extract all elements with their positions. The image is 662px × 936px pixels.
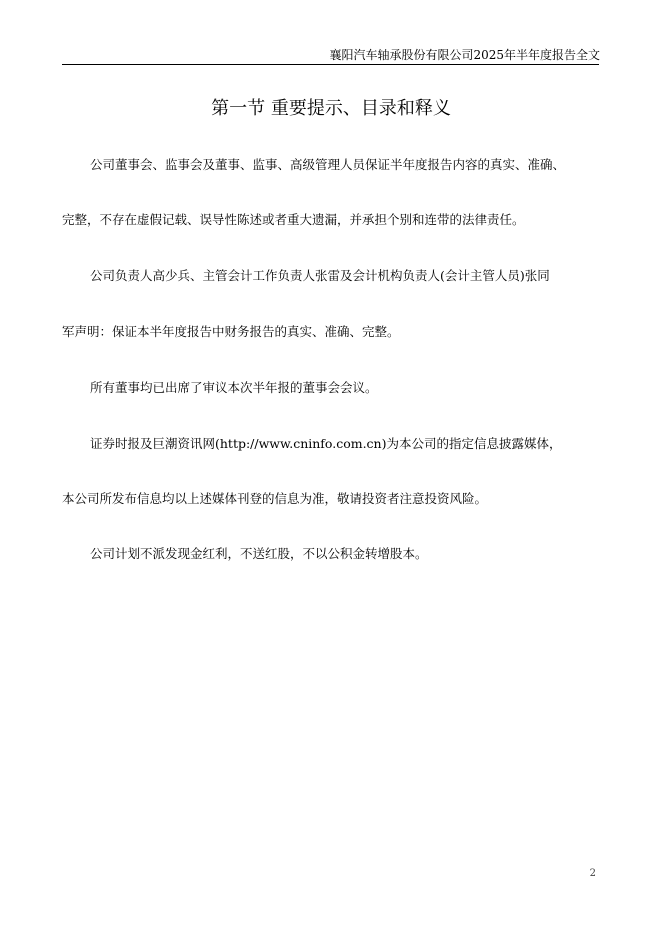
paragraph-4-line-2: 本公司所发布信息均以上述媒体刊登的信息为准，敬请投资者注意投资风险。 [62,491,488,506]
page-number: 2 [589,868,596,879]
section-title: 第一节 重要提示、目录和释义 [211,98,451,119]
paragraph-1-line-2: 完整，不存在虚假记载、误导性陈述或者重大遗漏，并承担个别和连带的法律责任。 [62,212,525,227]
paragraph-2-line-1: 公司负责人高少兵、主管会计工作负责人张雷及会计机构负责人(会计主管人员)张同 [90,268,550,283]
header-divider [62,64,599,65]
running-header: 襄阳汽车轴承股份有限公司2025年半年度报告全文 [329,48,600,62]
paragraph-5-line-1: 公司计划不派发现金红利，不送红股，不以公积金转增股本。 [90,546,428,561]
paragraph-4-line-1: 证券时报及巨潮资讯网(http://www.cninfo.com.cn)为本公司的指定信息披露媒体， [90,436,562,451]
paragraph-2-line-2: 军声明：保证本半年度报告中财务报告的真实、准确、完整。 [62,324,400,339]
paragraph-3-line-1: 所有董事均已出席了审议本次半年报的董事会会议。 [90,380,378,395]
paragraph-1-line-1: 公司董事会、监事会及董事、监事、高级管理人员保证半年度报告内容的真实、准确、 [90,157,566,172]
